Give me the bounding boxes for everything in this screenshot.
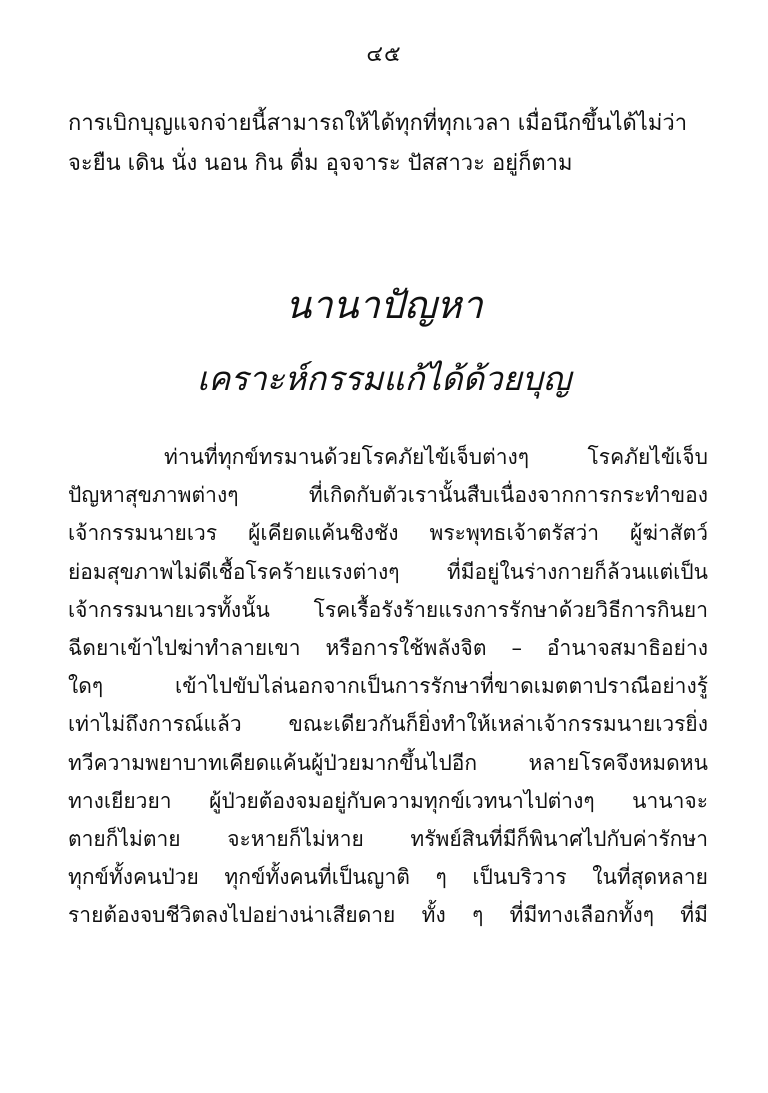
body-line: ย่อมสุขภาพไม่ดีเชื้อโรคร้ายแรงต่างๆ ที่มีอยู่ในร่างกายก็ล้วนแต่เป็น: [68, 559, 708, 584]
body-line: ปัญหาสุขภาพต่างๆ ที่เกิดกับตัวเรานั้นสืบเนื่องจากการกระทำของ: [68, 483, 708, 508]
intro-line: จะยืน เดิน นั่ง นอน กิน ดื่ม อุจจาระ ปัสสาวะ อยู่ก็ตาม: [68, 151, 573, 176]
intro-paragraph: [68, 104, 708, 184]
body-line: ท่านที่ทุกข์ทรมานด้วยโรคภัยไข้เจ็บต่างๆ โรคภัยไข้เจ็บ: [164, 445, 708, 469]
body-line: ตายก็ไม่ตาย จะหายก็ไม่หาย ทรัพย์สินที่มีก็พินาศไปกับค่ารักษา: [68, 826, 708, 851]
body-line: รายต้องจบชีวิตลงไปอย่างน่าเสียดาย ทั้ง ๆ ที่มีทางเลือกทั้งๆ ที่มี: [68, 903, 708, 928]
body-line: ทุกข์ทั้งคนป่วย ทุกข์ทั้งคนที่เป็นญาติ ๆ เป็นบริวาร ในที่สุดหลาย: [68, 865, 708, 890]
section-title: นานาปัญหา: [285, 283, 483, 327]
body-line: ทางเยียวยา ผู้ป่วยต้องจมอยู่กับความทุกข์เวทนาไปต่างๆ นานาจะ: [68, 788, 708, 813]
body-line: เจ้ากรรมนายเวร ผู้เคียดแค้นชิงชัง พระพุทธเจ้าตรัสว่า ผู้ฆ่าสัตว์: [68, 521, 708, 546]
body-paragraph: [68, 438, 708, 934]
body-line: เท่าไม่ถึงการณ์แล้ว ขณะเดียวกันก็ยิ่งทำให้เหล่าเจ้ากรรมนายเวรยิ่ง: [68, 712, 708, 737]
body-line: ทวีความพยาบาทเคียดแค้นผู้ป่วยมากขึ้นไปอีก หลายโรคจึงหมดหน: [68, 750, 708, 775]
page-number: ๔๕: [366, 42, 402, 67]
body-line: ใดๆ เข้าไปขับไล่นอกจากเป็นการรักษาที่ขาดเมตตาปราณีอย่างรู้: [68, 674, 708, 699]
section-subtitle: เคราะห์กรรมแก้ได้ด้วยบุญ: [197, 359, 571, 398]
body-line: เจ้ากรรมนายเวรทั้งนั้น โรคเรื้อรังร้ายแรงการรักษาด้วยวิธีการกินยา: [68, 597, 708, 622]
body-line: ฉีดยาเข้าไปฆ่าทำลายเขา หรือการใช้พลังจิต – อำนาจสมาธิอย่าง: [68, 635, 708, 660]
intro-line: การเบิกบุญแจกจ่ายนี้สามารถให้ได้ทุกที่ทุกเวลา เมื่อนึกขึ้นได้ไม่ว่า: [68, 111, 688, 136]
